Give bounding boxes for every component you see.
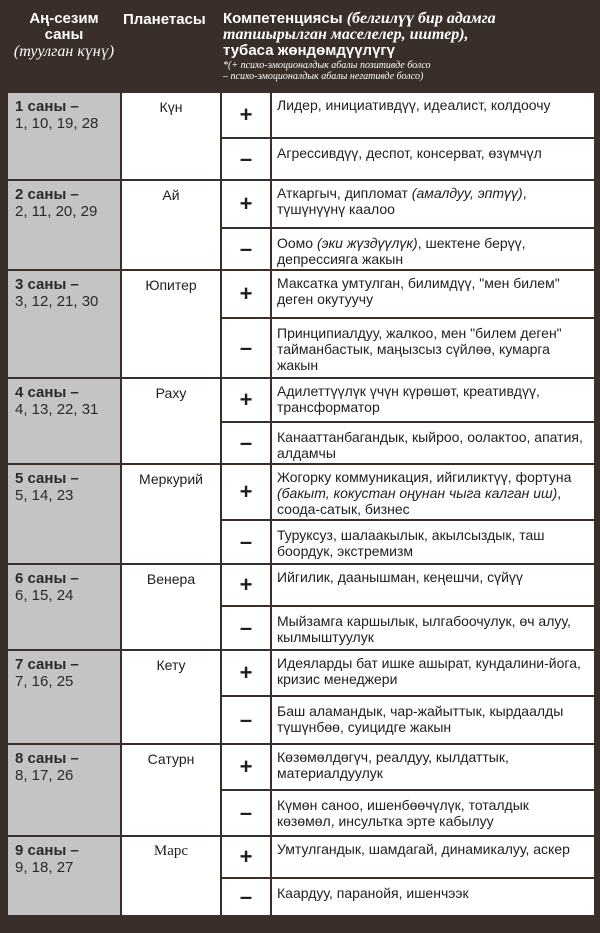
- number-cell: [7, 378, 121, 464]
- minus-sign: –: [221, 520, 271, 564]
- plus-sign: +: [221, 92, 271, 138]
- number-cell: [7, 564, 121, 650]
- negative-traits: [271, 520, 595, 564]
- negative-traits: [271, 790, 595, 836]
- birth-days: 6, 15, 24: [15, 587, 74, 604]
- competence-text-part: Баш аламандык, чар-жайыттык, кырдаалды түшүнбөө, суицидге жакын: [277, 703, 564, 735]
- minus-sign: –: [221, 790, 271, 836]
- positive-traits: [271, 744, 595, 790]
- table-row: [7, 270, 595, 318]
- table-row: [7, 180, 595, 228]
- planet-cell: Сатурн: [121, 744, 221, 836]
- competence-text-part: , шектене берүү, депрессияга жакын: [277, 235, 526, 267]
- competence-text-part: Оомо: [277, 235, 317, 251]
- planet-cell: Марс: [121, 836, 221, 916]
- positive-traits: [271, 836, 595, 878]
- table-row: [7, 92, 595, 138]
- minus-sign: –: [221, 696, 271, 744]
- negative-traits: [271, 138, 595, 180]
- negative-traits: [271, 422, 595, 464]
- birth-days: 8, 17, 26: [15, 767, 74, 784]
- planet-cell: Кету: [121, 650, 221, 744]
- number-cell: [7, 270, 121, 378]
- number-cell: [7, 650, 121, 744]
- minus-sign: –: [221, 422, 271, 464]
- competence-text-part: Күмөн саноо, ишенбөөчүлүк, тоталдык көзөмөл, инсультка эрте кабылуу: [277, 797, 529, 829]
- minus-sign: –: [221, 318, 271, 378]
- table-row: [7, 836, 595, 878]
- birth-days: 2, 11, 20, 29: [15, 203, 98, 220]
- header-competence-italic: (белгилүү бир адамга тапшырылган маселелер, иштер),: [223, 10, 496, 43]
- header-number-subtitle: (туулган күнү): [13, 43, 115, 60]
- number-cell: [7, 464, 121, 564]
- positive-traits: [271, 180, 595, 228]
- competence-text-part: , соода-сатык, бизнес: [277, 485, 562, 517]
- table-body: [7, 92, 595, 916]
- planet-cell: Меркурий: [121, 464, 221, 564]
- competence-text-part: Лидер, инициативдүү, идеалист, колдоочу: [277, 97, 551, 113]
- competence-text-part: Туруксуз, шалаакылык, акылсыздык, таш боордук, экстремизм: [277, 527, 545, 559]
- number-label: 3 саны –: [15, 276, 79, 293]
- plus-sign: +: [221, 564, 271, 606]
- planet-cell: Раху: [121, 378, 221, 464]
- header-competence-title2: тубаса жөндөмдүүлүгү: [223, 42, 396, 59]
- plus-sign: +: [221, 836, 271, 878]
- birth-days: 9, 18, 27: [15, 859, 74, 876]
- number-label: 9 саны –: [15, 842, 79, 859]
- header-number: [7, 8, 121, 92]
- number-label: 6 саны –: [15, 570, 79, 587]
- number-label: 1 саны –: [15, 98, 79, 115]
- positive-traits: [271, 464, 595, 520]
- planet-cell: Юпитер: [121, 270, 221, 378]
- competence-text-part: Адилеттүүлүк үчүн күрөшөт, креативдүү, трансформатор: [277, 383, 540, 415]
- birth-days: 7, 16, 25: [15, 673, 74, 690]
- table-row: [7, 564, 595, 606]
- plus-sign: +: [221, 378, 271, 422]
- number-label: 5 саны –: [15, 470, 79, 487]
- plus-sign: +: [221, 650, 271, 696]
- planet-cell: Күн: [121, 92, 221, 180]
- negative-traits: [271, 696, 595, 744]
- header-competence-title: Компетенциясы: [223, 10, 343, 27]
- competence-text-part: Каардуу, паранойя, ишенчээк: [277, 885, 469, 901]
- competence-text-part: Идеяларды бат ишке ашырат, кундалини-йога, кризис менеджери: [277, 655, 581, 687]
- plus-sign: +: [221, 464, 271, 520]
- competence-text-part: (амалдуу, эптүү): [411, 185, 523, 201]
- table-row: [7, 464, 595, 520]
- header-note-positive: *(+ психо-эмоционалдык абалы позитивде болсо: [223, 60, 431, 71]
- competence-text-part: Көзөмөлдөгүч, реалдуу, кылдаттык, материалдуулук: [277, 749, 509, 781]
- competence-text-part: (бакыт, кокустан оңунан чыга калган иш): [277, 485, 558, 501]
- negative-traits: [271, 878, 595, 916]
- numerology-table: [6, 8, 596, 917]
- number-cell: [7, 92, 121, 180]
- positive-traits: [271, 378, 595, 422]
- competence-text-part: (эки жүздүүлүк): [316, 235, 418, 251]
- negative-traits: [271, 318, 595, 378]
- number-cell: [7, 836, 121, 916]
- planet-cell: Венера: [121, 564, 221, 650]
- positive-traits: [271, 650, 595, 696]
- table-row: [7, 744, 595, 790]
- competence-text-part: Ийгилик, даанышман, кеңешчи, сүйүү: [277, 569, 523, 585]
- birth-days: 5, 14, 23: [15, 487, 74, 504]
- minus-sign: –: [221, 878, 271, 916]
- birth-days: 1, 10, 19, 28: [15, 115, 99, 132]
- header-note-negative: – психо-эмоционалдык абалы негативде болсо): [223, 71, 424, 82]
- plus-sign: +: [221, 180, 271, 228]
- competence-text-part: Принципиалдуу, жалкоо, мен "билем деген" тайманбастык, маңызсыз сүйлөө, кумарга жакын: [277, 325, 562, 373]
- negative-traits: [271, 228, 595, 270]
- planet-cell: Ай: [121, 180, 221, 270]
- header-planet: Планетасы: [123, 11, 206, 28]
- competence-text-part: , түшүнүүнү каалоо: [277, 185, 527, 217]
- number-cell: [7, 744, 121, 836]
- competence-text-part: Аткаргыч, дипломат: [277, 185, 412, 201]
- number-cell: [7, 180, 121, 270]
- header-note: [223, 60, 591, 82]
- number-label: 8 саны –: [15, 750, 79, 767]
- header-row: [7, 8, 595, 92]
- competence-text-part: Умтулгандык, шамдагай, динамикалуу, аскер: [277, 841, 570, 857]
- negative-traits: [271, 606, 595, 650]
- number-label: 2 саны –: [15, 186, 79, 203]
- minus-sign: –: [221, 228, 271, 270]
- plus-sign: +: [221, 270, 271, 318]
- minus-sign: –: [221, 606, 271, 650]
- positive-traits: [271, 92, 595, 138]
- positive-traits: [271, 270, 595, 318]
- number-label: 4 саны –: [15, 384, 79, 401]
- competence-text-part: Канааттанбагандык, кыйроо, оолактоо, апатия, алдамчы: [277, 429, 583, 461]
- competence-text-part: Агрессивдүү, деспот, консерват, өзүмчүл: [277, 145, 542, 161]
- birth-days: 4, 13, 22, 31: [15, 401, 99, 418]
- competence-text-part: Мыйзамга каршылык, ылгабоочулук, өч алуу, кылмыштуулук: [277, 613, 571, 645]
- table-row: [7, 378, 595, 422]
- plus-sign: +: [221, 744, 271, 790]
- header-number-title: Аң-сезим саны: [29, 10, 99, 43]
- birth-days: 3, 12, 21, 30: [15, 293, 99, 310]
- number-label: 7 саны –: [15, 656, 79, 673]
- minus-sign: –: [221, 138, 271, 180]
- competence-text-part: Максатка умтулган, билимдүү, "мен билем" деген окутуучу: [277, 275, 560, 307]
- positive-traits: [271, 564, 595, 606]
- table-row: [7, 650, 595, 696]
- header-competence: [221, 8, 595, 92]
- competence-text-part: Жогорку коммуникация, ийгиликтүү, фортуна: [277, 469, 572, 485]
